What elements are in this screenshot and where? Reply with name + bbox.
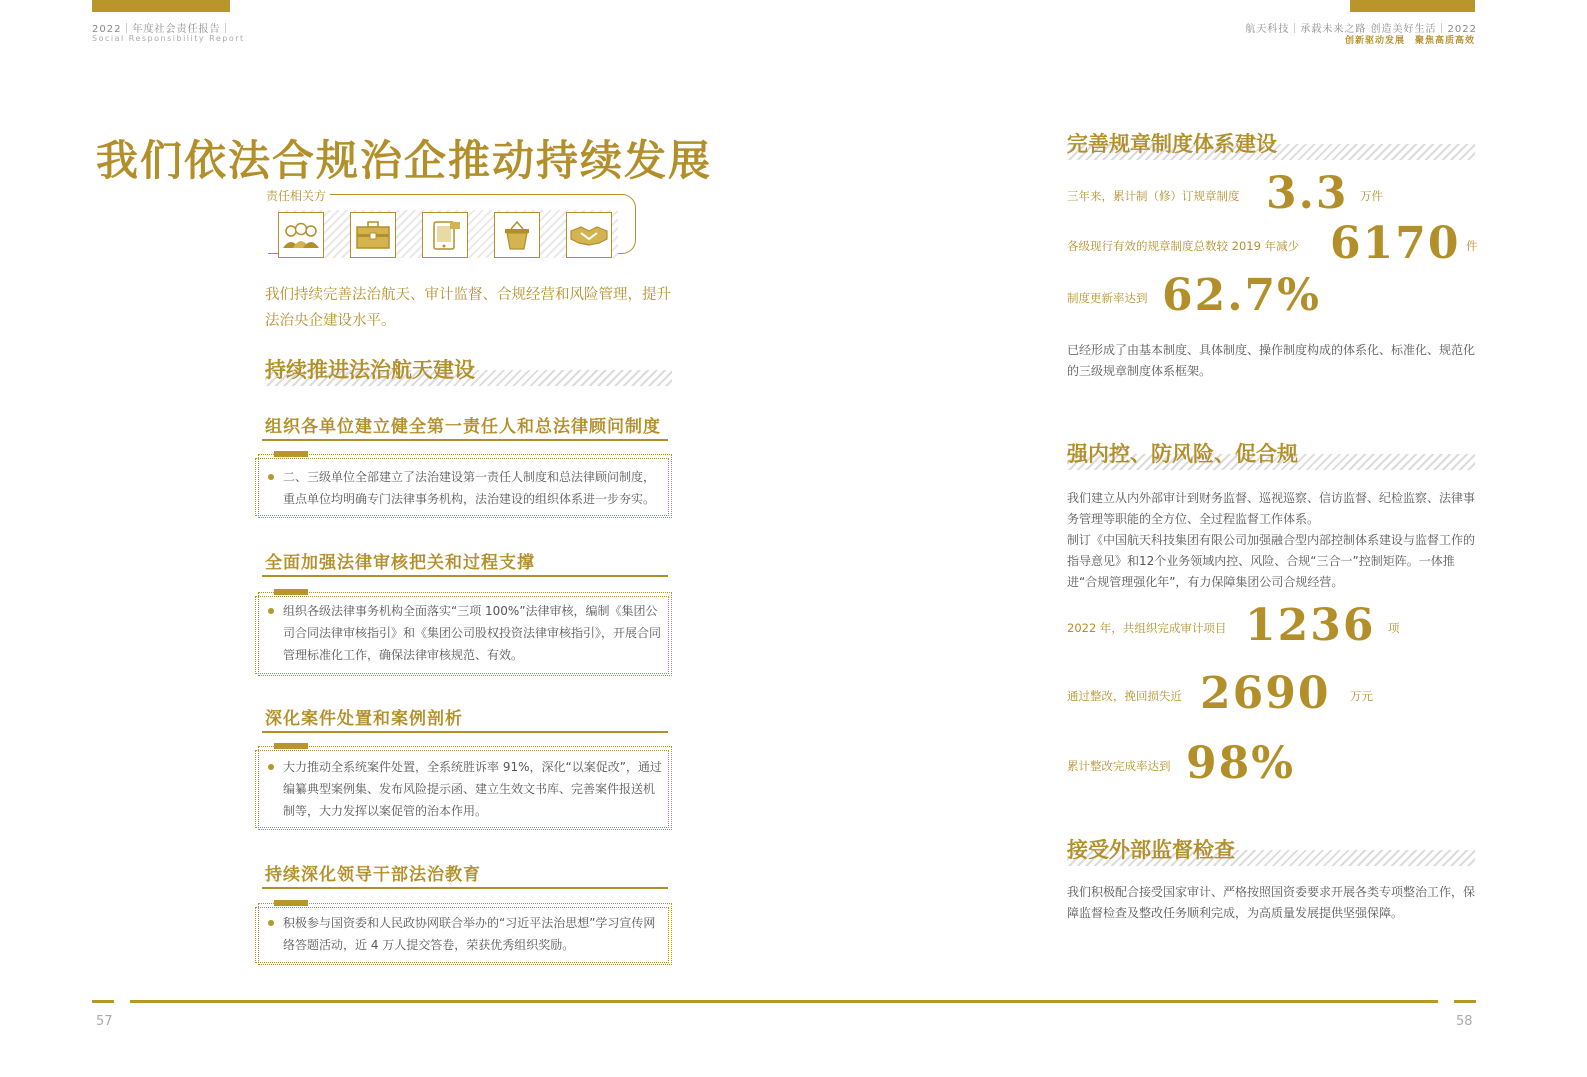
page-title: 我们依法合规治企推动持续发展 [96, 136, 713, 185]
item-tab-2 [274, 589, 308, 595]
stat-label-audits: 2022 年，共组织完成审计项目 [1067, 621, 1227, 635]
page-number-left: 57 [96, 1014, 113, 1029]
item-heading-3: 深化案件处置和案例剖析 [265, 709, 463, 729]
stat-unit-reduction: 件 [1466, 239, 1478, 253]
header-bar-right [1350, 0, 1475, 12]
stat-label-rectification: 累计整改完成率达到 [1067, 759, 1171, 773]
internal-control-paragraph-1: 我们建立从内外部审计到财务监督、巡视巡察、信访监督、纪检监察、法律事务管理等职能的全方位、全过程监督工作体系。 [1067, 491, 1476, 526]
stat-unit-audits: 项 [1388, 621, 1400, 635]
item-text-2: 组织各级法律事务机构全面落实“三项 100%”法律审核，编制《集团公司合同法律审核指引》和《集团公司股权投资法律审核指引》，开展合同管理标准化工作，确保法律审核规范、有效。 [283, 604, 662, 662]
stat-value-rectification: 98% [1186, 738, 1296, 789]
section-title-rule-of-law: 持续推进法治航天建设 [265, 358, 475, 382]
footer-line-right-short [1454, 1000, 1476, 1003]
item-heading-4: 持续深化领导干部法治教育 [265, 865, 481, 885]
item-underline-4 [262, 887, 668, 889]
briefcase-icon [350, 212, 396, 258]
section-title-external-supervision: 接受外部监督检查 [1067, 838, 1235, 862]
stat-value-reduction: 6170 [1330, 218, 1461, 269]
bullet-dot [268, 764, 274, 770]
basket-icon [494, 212, 540, 258]
internal-control-paragraph-2: 制订《中国航天科技集团有限公司加强融合型内部控制体系建设与监督工作的指导意见》和12个业务领域内控、风险、合规“三合一”控制矩阵。一体推进“合规管理强化年”，有力保障集团公司合规经营。 [1067, 533, 1476, 589]
stat-label-recovered: 通过整改，挽回损失近 [1067, 689, 1182, 703]
stat-label-regulations: 三年来，累计制（修）订规章制度 [1067, 189, 1240, 203]
item-text-3: 大力推动全系统案件处置，全系统胜诉率 91%，深化“以案促改”，通过编纂典型案例集、发布风险提示函、建立生效文书库、完善案件报送机制等，大力发挥以案促管的治本作用。 [283, 760, 662, 818]
stat-label-reduction: 各级现行有效的规章制度总数较 2019 年减少 [1067, 239, 1300, 253]
header-left-title: 2022｜年度社会责任报告｜ [92, 24, 232, 35]
stat-unit-recovered: 万元 [1350, 689, 1373, 703]
header-left-subtitle: Social Responsibility Report [92, 34, 245, 43]
bullet-dot [268, 920, 274, 926]
footer-line-left-short [92, 1000, 114, 1003]
tablet-icon [422, 212, 468, 258]
stat-value-regulations: 3.3 [1266, 168, 1349, 219]
regulations-paragraph: 已经形成了由基本制度、具体制度、操作制度构成的体系化、标准化、规范化的三级规章制度体系框架。 [1067, 343, 1476, 378]
header-right-subtitle: 创新驱动发展 聚焦高质高效 [1344, 36, 1475, 46]
bullet-dot [268, 474, 274, 480]
section-title-internal-control: 强内控、防风险、促合规 [1067, 442, 1298, 466]
people-icon [278, 212, 324, 258]
stat-value-update-rate: 62.7% [1162, 270, 1321, 321]
page-number-right: 58 [1456, 1014, 1473, 1029]
item-text-4: 积极参与国资委和人民政协网联合举办的“习近平法治思想”学习宣传网络答题活动，近 4 万人提交答卷，荣获优秀组织奖励。 [283, 916, 656, 952]
item-tab-4 [274, 900, 308, 906]
item-underline-1 [262, 439, 668, 441]
item-heading-1: 组织各单位建立健全第一责任人和总法律顾问制度 [265, 417, 661, 437]
item-underline-3 [262, 731, 668, 733]
item-tab-1 [274, 451, 308, 457]
stakeholder-label: 责任相关方 [266, 187, 330, 204]
stat-value-recovered: 2690 [1200, 668, 1331, 719]
stat-unit-regulations: 万件 [1360, 189, 1383, 203]
item-underline-2 [262, 575, 668, 577]
header-bar-left [92, 0, 230, 12]
header-right-title: 航天科技｜承载未来之路 创造美好生活｜2022 [1245, 24, 1477, 35]
item-text-1: 二、三级单位全部建立了法治建设第一责任人制度和总法律顾问制度，重点单位均明确专门法律事务机构，法治建设的组织体系进一步夯实。 [283, 470, 656, 506]
handshake-icon [566, 212, 612, 258]
intro-paragraph: 我们持续完善法治航天、审计监督、合规经营和风险管理，提升法治央企建设水平。 [265, 287, 671, 329]
stat-value-audits: 1236 [1245, 600, 1376, 651]
footer-line-main [130, 1000, 1438, 1003]
item-tab-3 [274, 743, 308, 749]
item-heading-2: 全面加强法律审核把关和过程支撑 [265, 553, 535, 573]
external-supervision-paragraph: 我们积极配合接受国家审计、严格按照国资委要求开展各类专项整治工作，保障监督检查及整改任务顺利完成，为高质量发展提供坚强保障。 [1067, 885, 1476, 920]
section-title-regulations: 完善规章制度体系建设 [1067, 132, 1277, 156]
bullet-dot [268, 608, 274, 614]
stat-label-update-rate: 制度更新率达到 [1067, 291, 1148, 305]
